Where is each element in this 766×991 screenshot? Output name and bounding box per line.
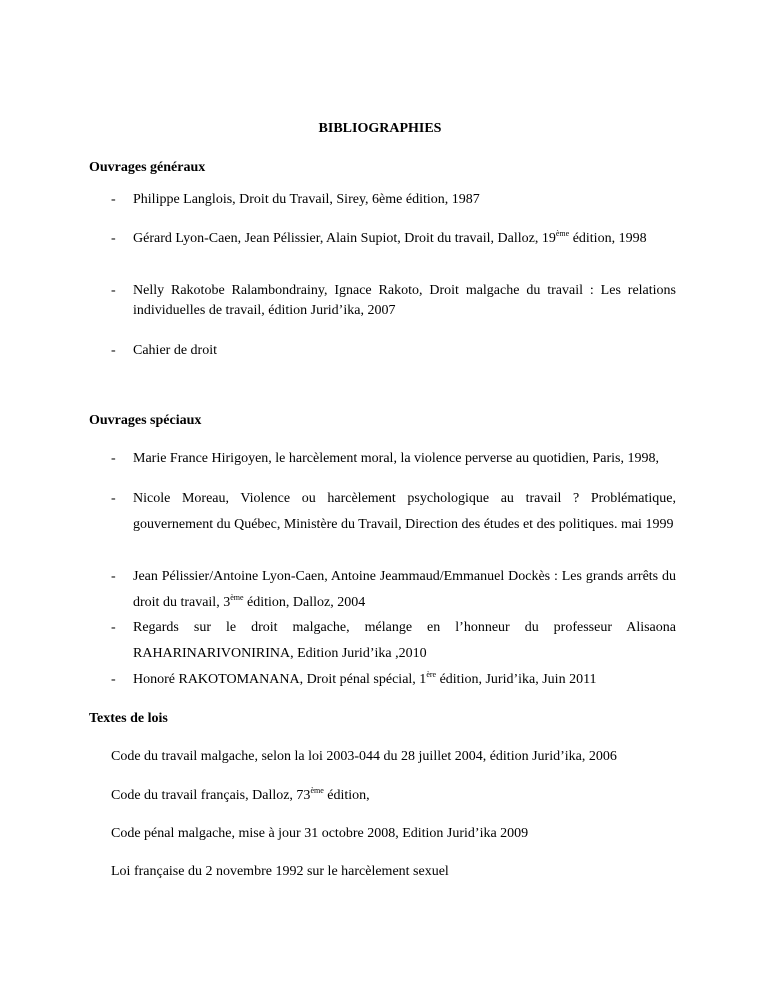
list-dash: - <box>111 283 116 298</box>
text-segment: édition, <box>323 788 370 803</box>
list-item-text: Regards sur le droit malgache, mélange en l’honneur du professeur Alisaona RAHARINARIVONIRINA, Edition Jurid’ika ,2010 <box>133 620 676 661</box>
list-item <box>111 486 676 538</box>
list-dash: - <box>111 192 116 207</box>
list-dash: - <box>111 569 116 584</box>
law-item: Code du travail malgache, selon la loi 2003-044 du 28 juillet 2004, édition Jurid’ika, 2006 <box>111 749 617 764</box>
section-heading-special: Ouvrages spéciaux <box>89 413 202 428</box>
law-item <box>111 786 370 806</box>
list-item <box>111 670 676 690</box>
list-dash: - <box>111 672 116 687</box>
list-item <box>111 615 676 667</box>
law-item: Loi française du 2 novembre 1992 sur le harcèlement sexuel <box>111 864 449 879</box>
list-item-text: Nelly Rakotobe Ralambondrainy, Ignace Rakoto, Droit malgache du travail : Les relations individuelles de travail, édition Jurid’ika, 2007 <box>133 283 676 318</box>
text-segment: édition, Dalloz, 2004 <box>243 595 366 610</box>
list-item <box>111 449 676 469</box>
text-segment: édition, 1998 <box>569 231 647 246</box>
list-item <box>111 564 676 616</box>
superscript: ème <box>230 593 244 602</box>
list-item <box>111 190 676 210</box>
list-item-text: Cahier de droit <box>133 343 217 358</box>
list-dash: - <box>111 451 116 466</box>
text-segment: Honoré RAKOTOMANANA, Droit pénal spécial, 1 <box>133 672 427 687</box>
text-segment: Code du travail français, Dalloz, 73 <box>111 788 311 803</box>
text-segment: édition, Jurid’ika, Juin 2011 <box>436 672 597 687</box>
list-dash: - <box>111 231 116 246</box>
law-item: Code pénal malgache, mise à jour 31 octobre 2008, Edition Jurid’ika 2009 <box>111 826 529 841</box>
page-title: BIBLIOGRAPHIES <box>318 121 442 136</box>
list-item-text: Philippe Langlois, Droit du Travail, Sirey, 6ème édition, 1987 <box>133 192 480 207</box>
list-item-text: Nicole Moreau, Violence ou harcèlement psychologique au travail ? Problématique, gouvernement du Québec, Ministère du Travail, Direction des études et des politiques. mai 1999 <box>133 491 676 532</box>
list-item-text <box>133 670 676 690</box>
list-dash: - <box>111 343 116 358</box>
list-item <box>111 341 676 361</box>
list-item-text <box>133 564 676 616</box>
section-heading-laws: Textes de lois <box>89 711 168 726</box>
list-dash: - <box>111 491 116 506</box>
superscript: ère <box>426 670 437 679</box>
section-heading-general: Ouvrages généraux <box>89 160 206 175</box>
list-item-text <box>133 226 676 252</box>
text-segment: Jean Pélissier/Antoine Lyon-Caen, Antoine Jeammaud/Emmanuel Dockès : Les grands arrêts du droit du travail, 3 <box>133 569 676 610</box>
superscript: ème <box>555 229 570 238</box>
list-item-text: Marie France Hirigoyen, le harcèlement moral, la violence perverse au quotidien, Paris, 1998, <box>133 451 659 466</box>
list-dash: - <box>111 620 116 635</box>
list-item <box>111 281 676 321</box>
superscript: ème <box>310 786 324 795</box>
text-segment: Gérard Lyon-Caen, Jean Pélissier, Alain Supiot, Droit du travail, Dalloz, 19 <box>133 231 556 246</box>
list-item <box>111 226 676 252</box>
